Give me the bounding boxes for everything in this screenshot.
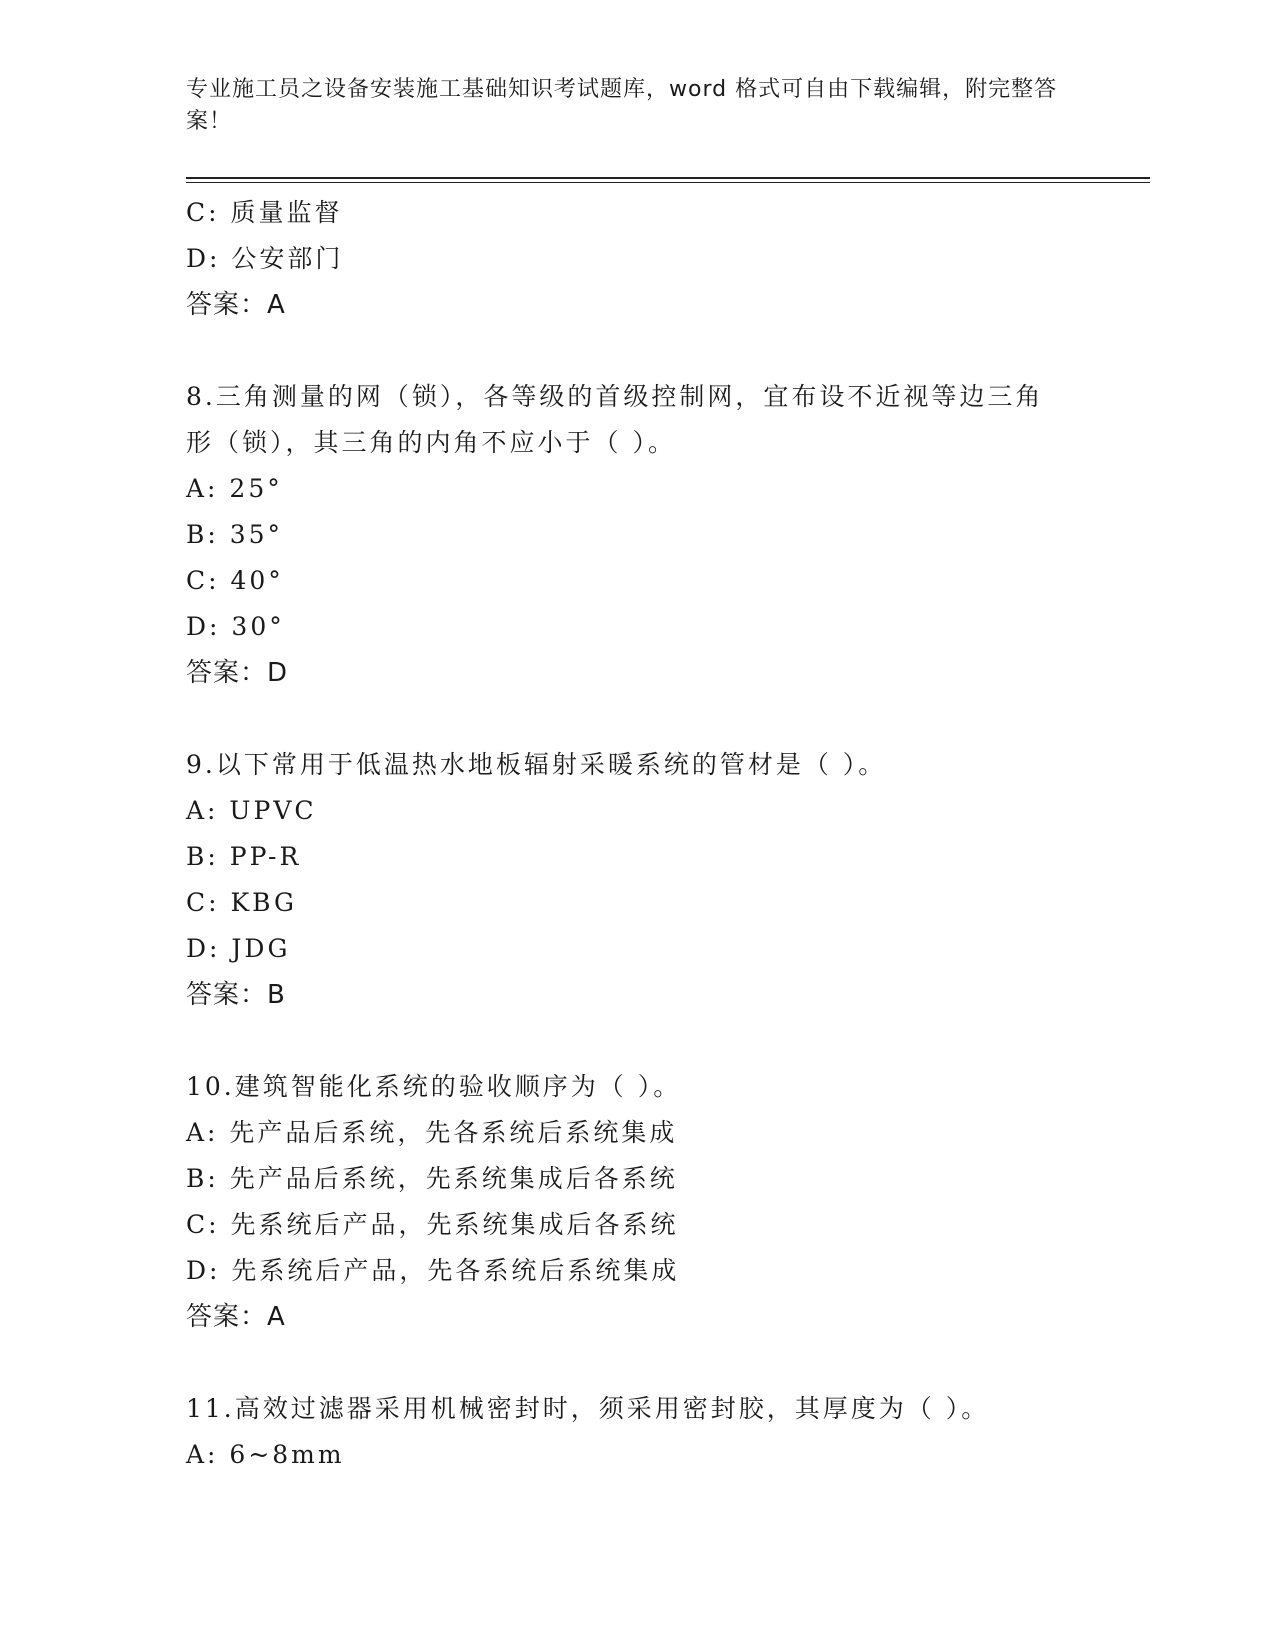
- option-b: B: 35°: [186, 520, 284, 549]
- option-b: B: 先产品后系统，先系统集成后各系统: [186, 1164, 678, 1193]
- document-header: 专业施工员之设备安装施工基础知识考试题库，word 格式可自由下载编辑，附完整答案！: [186, 77, 1058, 134]
- option-a: A: 25°: [186, 474, 283, 503]
- option-d: D: 30°: [186, 612, 285, 641]
- answer-line: 答案：A: [186, 290, 286, 320]
- document-body: [186, 190, 1086, 1478]
- question-text: 8.三角测量的网（锁），各等级的首级控制网，宜布设不近视等边三角形（锁），其三角的内角不应小于（ ）。: [186, 382, 1044, 457]
- question-9: [186, 742, 1086, 1018]
- answer-line: 答案：D: [186, 658, 289, 688]
- option-d: D: JDG: [186, 934, 291, 963]
- answer-line: 答案：B: [186, 980, 286, 1010]
- option-a: A: 6~8mm: [186, 1440, 345, 1469]
- answer-line: 答案：A: [186, 1302, 286, 1332]
- option-a: A: UPVC: [186, 796, 317, 825]
- header-divider-thin: [186, 182, 1150, 183]
- question-8: [186, 374, 1086, 696]
- option-c: C: 先系统后产品，先系统集成后各系统: [186, 1210, 679, 1239]
- header-divider-thick: [186, 177, 1150, 179]
- question-text: 9.以下常用于低温热水地板辐射采暖系统的管材是（ ）。: [186, 750, 887, 779]
- question-text: 10.建筑智能化系统的验收顺序为（ ）。: [186, 1072, 682, 1101]
- option-d: D: 先系统后产品，先各系统后系统集成: [186, 1256, 680, 1285]
- option-c: C: KBG: [186, 888, 297, 917]
- option-a: A: 先产品后系统，先各系统后系统集成: [186, 1118, 678, 1147]
- option-c: C: 40°: [186, 566, 284, 595]
- question-10: [186, 1064, 1086, 1340]
- question-text: 11.高效过滤器采用机械密封时，须采用密封胶，其厚度为（ ）。: [186, 1394, 990, 1423]
- continued-question: [186, 190, 1086, 328]
- option-c: C: 质量监督: [186, 198, 343, 227]
- option-d: D: 公安部门: [186, 244, 344, 273]
- option-b: B: PP-R: [186, 842, 302, 871]
- question-11: [186, 1386, 1086, 1478]
